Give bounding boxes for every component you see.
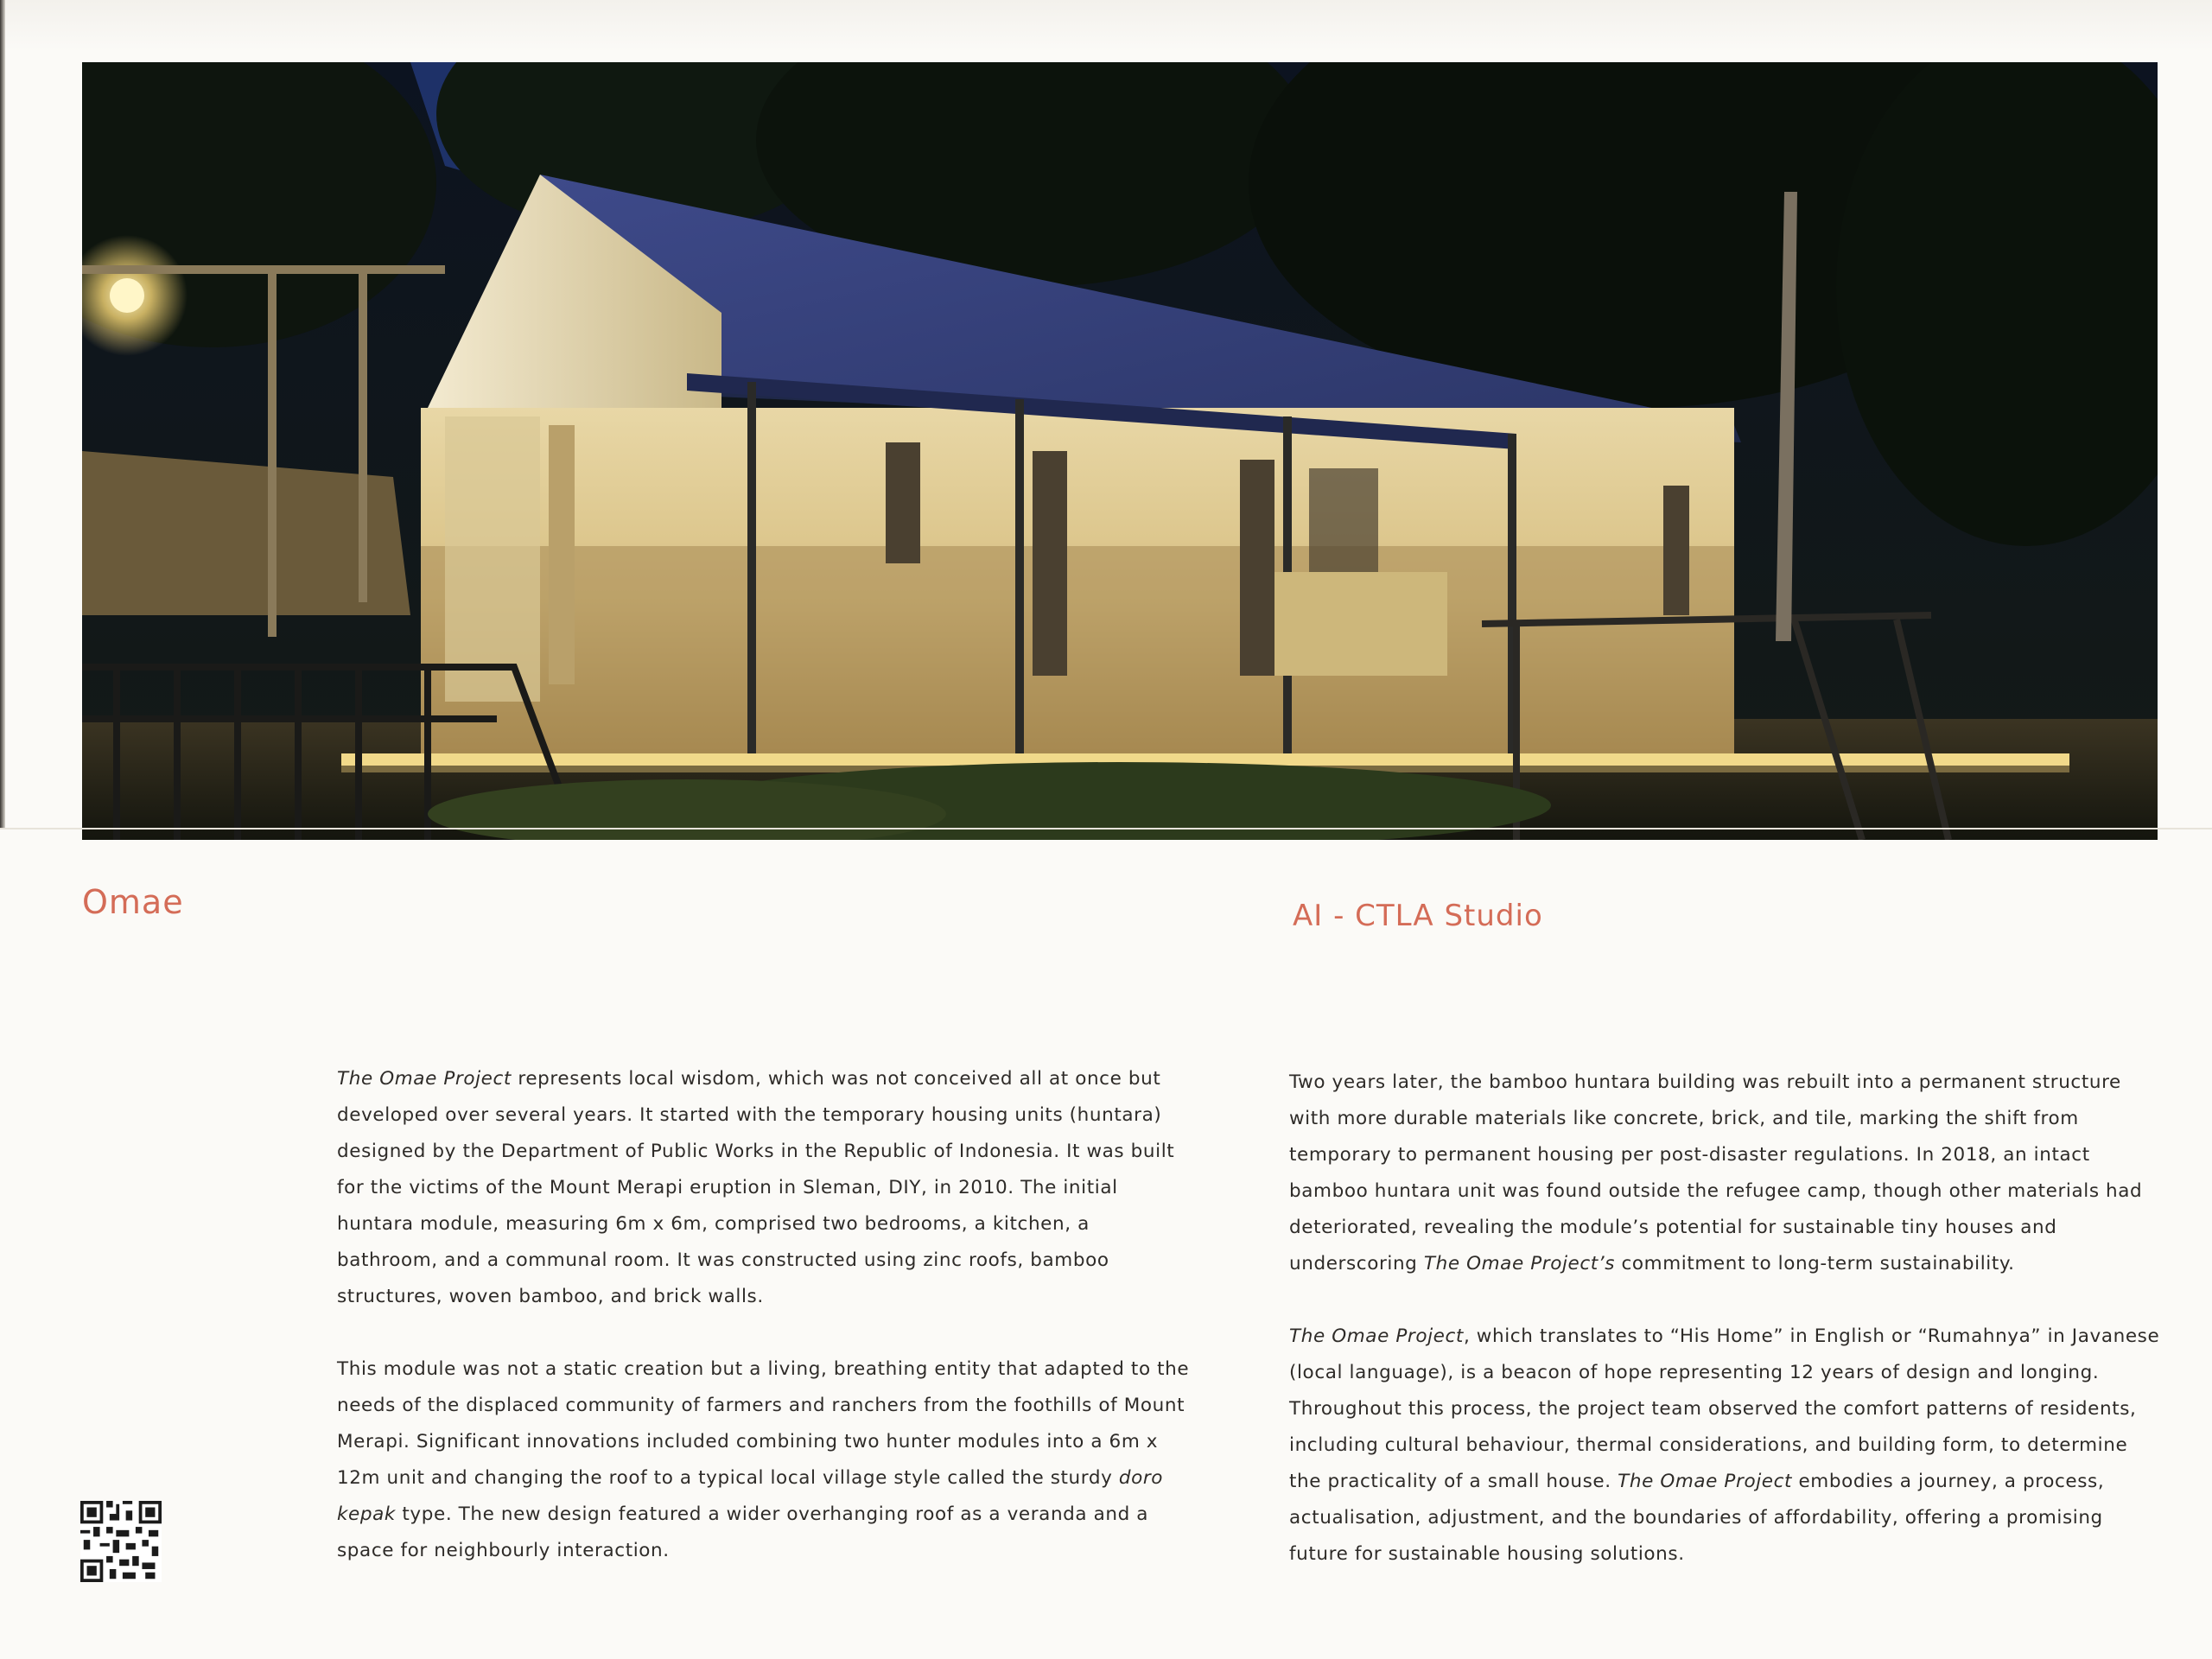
left-paragraph-2	[337, 1351, 1192, 1569]
qr-code-icon[interactable]	[80, 1501, 162, 1582]
right-paragraph-1-text-b: commitment to long-term sustainability.	[1615, 1253, 2015, 1274]
right-paragraph-1-text-a: Two years later, the bamboo huntara building was rebuilt into a permanent structure with more durable materials like concrete, brick, and tile, marking the shift from temporary to permanent housing per post-disaster regulations. In 2018, an intact bamboo huntara unit was found outside the refugee camp, though other materials had deteriorated, revealing the module’s potential for sustainable tiny houses and underscoring	[1289, 1071, 2143, 1274]
left-paragraph-2-text-b: type. The new design featured a wider overhanging roof as a veranda and a space for neighbourly interaction.	[337, 1503, 1149, 1561]
right-paragraph-2-text-b: embodies a journey, a process, actualisation, adjustment, and the boundaries of affordability, offering a promising future for sustainable housing solutions.	[1289, 1471, 2105, 1565]
right-text-column	[1289, 1065, 2164, 1609]
page-fold-line	[0, 828, 2212, 830]
roof-style-italic: doro kepak	[337, 1467, 1164, 1525]
project-title: Omae	[82, 883, 184, 921]
project-name-italic: The Omae Project	[1289, 1325, 1464, 1347]
left-paragraph-1-text: represents local wisdom, which was not conceived all at once but developed over several years. It started with the temporary housing units (huntara) designed by the Department of Public Works in the Republic of Indonesia. It was built for the victims of the Mount Merapi eruption in Sleman, DIY, in 2010. The initial huntara module, measuring 6m x 6m, comprised two bedrooms, a kitchen, a bathroom, and a communal room. It was constructed using zinc roofs, bamboo structures, woven bamboo, and brick walls.	[337, 1068, 1175, 1307]
left-paragraph-2-text-a: This module was not a static creation but a living, breathing entity that adapted to the needs of the displaced community of farmers and ranchers from the foothills of Mount Merapi. Significant innovations included combining two hunter modules into a 6m x 12m unit and changing the roof to a typical local village style called the sturdy	[337, 1358, 1190, 1489]
right-paragraph-1	[1289, 1065, 2164, 1282]
house-night-photo	[82, 62, 2158, 840]
right-paragraph-2-text-a: , which translates to “His Home” in English or “Rumahnya” in Javanese (local language), is a beacon of hope representing 12 years of design and longing. Throughout this process, the project team observed the comfort patterns of residents, including cultural behaviour, thermal considerations, and building form, to determine the practicality of a small house.	[1289, 1325, 2160, 1492]
project-name-italic: The Omae Project	[1618, 1471, 1793, 1492]
studio-title: AI - CTLA Studio	[1293, 899, 1543, 933]
left-paragraph-1	[337, 1061, 1192, 1315]
left-text-column	[337, 1061, 1192, 1605]
page-top-strip	[0, 0, 2212, 52]
right-paragraph-2	[1289, 1319, 2164, 1573]
project-name-italic: The Omae Project’s	[1423, 1253, 1616, 1274]
page-binding-edge	[0, 0, 5, 830]
project-name-italic: The Omae Project	[337, 1068, 512, 1090]
